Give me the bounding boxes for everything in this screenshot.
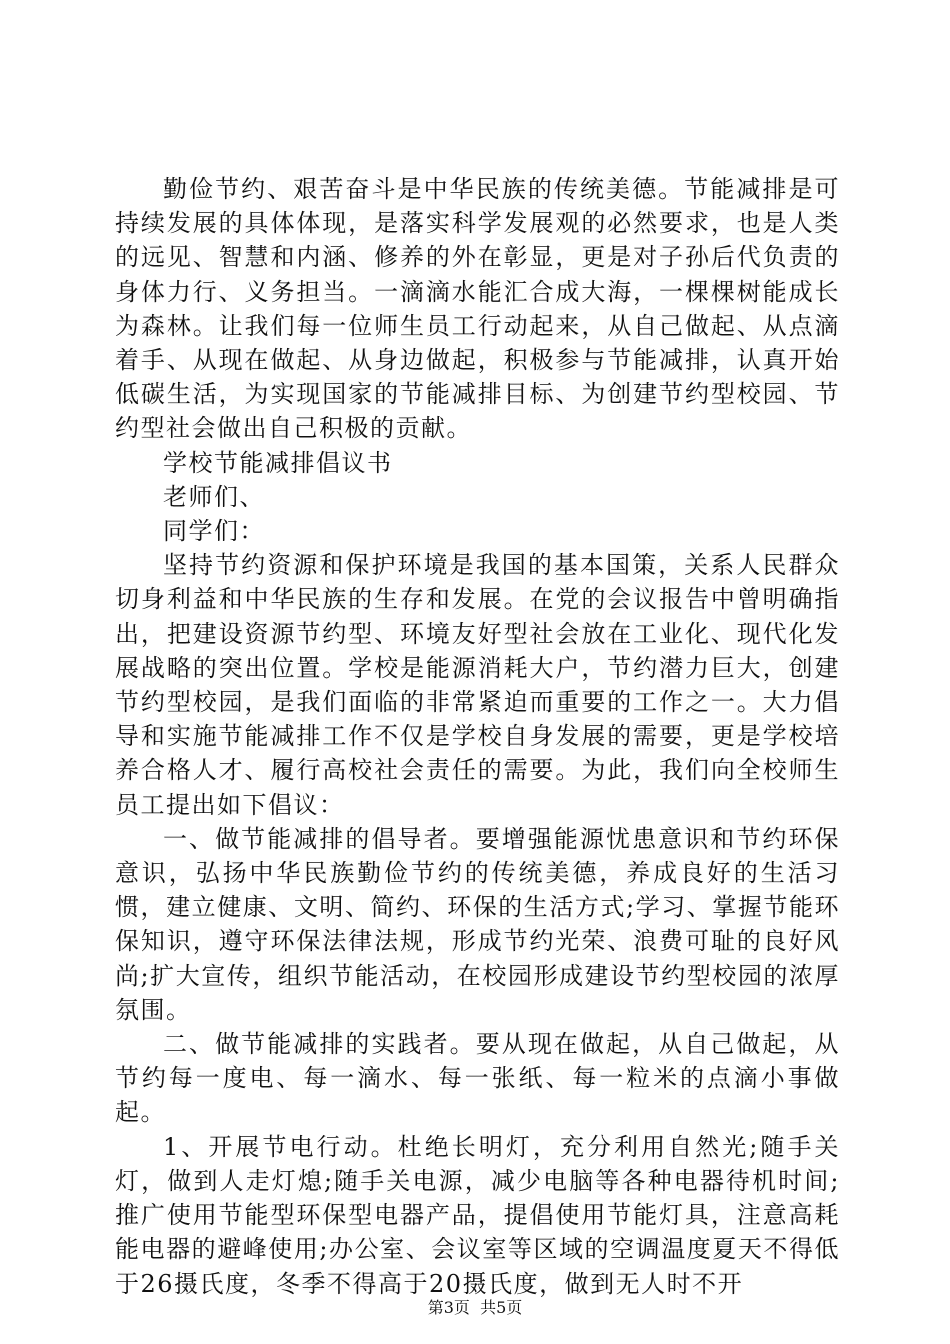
salutation-teachers: 老师们、 [163,482,265,511]
paragraph-item-two: 二、做节能减排的实践者。要从现在做起，从自己做起，从节约每一度电、每一滴水、每一张纸、每一粒米的点滴小事做起。 [115,1030,840,1127]
document-title: 学校节能减排倡议书 [163,448,393,477]
salutation-students: 同学们： [163,517,265,546]
paragraph-item-electricity: 1、开展节电行动。杜绝长明灯，充分利用自然光;随手关灯，做到人走灯熄;随手关电源，减少电脑等各种电器待机时间;推广使用节能型环保型电器产品，提倡使用节能灯具，注意高耗能电器的避峰使用;办公室、会议室等区域的空调温度夏天不得低于26摄氏度，冬季不得高于20摄氏度，做到无人时不开 [115,1132,840,1298]
page-footer [0,1298,950,1318]
document-body [115,172,840,1301]
paragraph-item-one: 一、做节能减排的倡导者。要增强能源忧患意识和节约环保意识，弘扬中华民族勤俭节约的传统美德，养成良好的生活习惯，建立健康、文明、简约、环保的生活方式;学习、掌握节能环保知识，遵守环保法律法规，形成节约光荣、浪费可耻的良好风尚;扩大宣传，组织节能活动，在校园形成建设节约型校园的浓厚氛围。 [115,824,840,1024]
page-number: 第3页 共5页 [427,1298,523,1317]
paragraph-background: 坚持节约资源和保护环境是我国的基本国策，关系人民群众切身利益和中华民族的生存和发展。在党的会议报告中曾明确指出，把建设资源节约型、环境友好型社会放在工业化、现代化发展战略的突出位置。学校是能源消耗大户，节约潜力巨大，创建节约型校园，是我们面临的非常紧迫而重要的工作之一。大力倡导和实施节能减排工作不仅是学校自身发展的需要，更是学校培养合格人才、履行高校社会责任的需要。为此，我们向全校师生员工提出如下倡议： [115,551,840,819]
paragraph-intro: 勤俭节约、艰苦奋斗是中华民族的传统美德。节能减排是可持续发展的具体体现，是落实科学发展观的必然要求，也是人类的远见、智慧和内涵、修养的外在彰显，更是对子孙后代负责的身体力行、义务担当。一滴滴水能汇合成大海，一棵棵树能成长为森林。让我们每一位师生员工行动起来，从自己做起、从点滴着手、从现在做起、从身边做起，积极参与节能减排，认真开始低碳生活，为实现国家的节能减排目标、为创建节约型校园、节约型社会做出自己积极的贡献。 [115,175,840,443]
